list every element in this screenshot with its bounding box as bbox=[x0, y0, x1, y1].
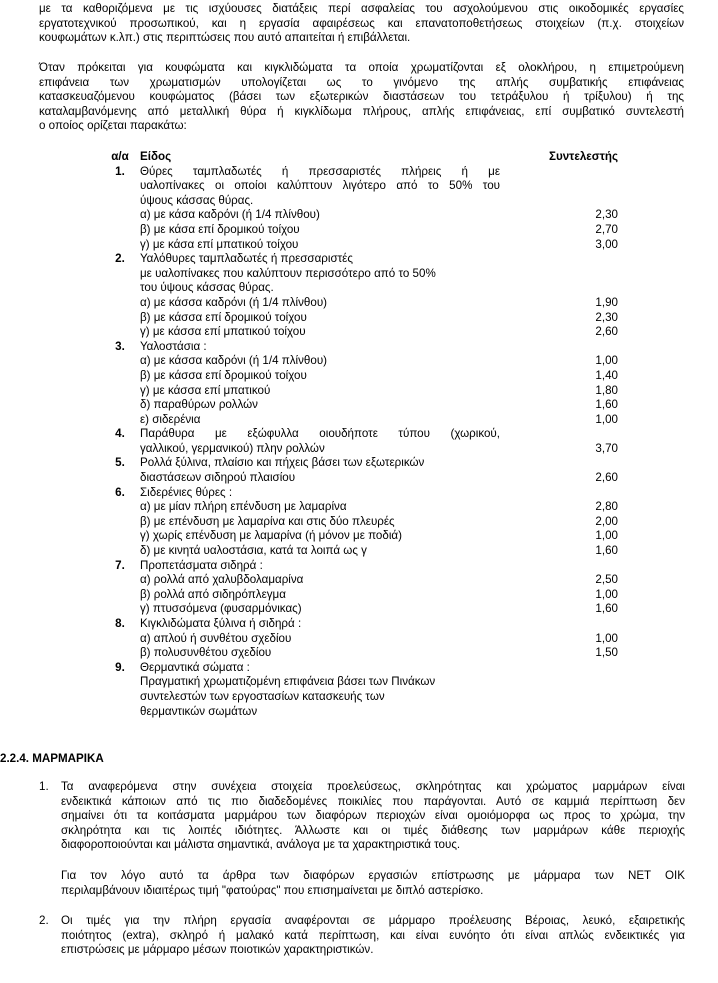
row-coefficient bbox=[500, 194, 618, 209]
row-description: υαλοπίνακες οι οποίοι καλύπτουν λιγότερο από το 50% του bbox=[140, 179, 500, 193]
row-description: α) ρολλά από χαλυβδολαμαρίνα bbox=[140, 573, 304, 587]
row-description: Παράθυρα με εξώφυλλα οιουδήποτε τύπου (χωρικού, bbox=[140, 427, 500, 441]
row-coefficient bbox=[500, 486, 618, 501]
table-row bbox=[100, 573, 618, 588]
row-coefficient: 1,60 bbox=[595, 544, 618, 558]
row-coefficient: 2,30 bbox=[595, 208, 618, 222]
row-coefficient: 1,00 bbox=[595, 354, 618, 368]
text-line: εργατοτεχνικού προσωπικού, και η εργασία αφαιρέσεως και επανατοποθετήσεως στοιχείων (π.χ. στοιχείων bbox=[39, 16, 684, 30]
row-number: 5. bbox=[115, 456, 125, 470]
row-description: Προπετάσματα σιδηρά : bbox=[140, 558, 263, 572]
row-number: 2. bbox=[115, 252, 125, 266]
coefficient-table bbox=[100, 150, 618, 719]
row-number bbox=[100, 398, 140, 413]
row-description: ε) σιδερένια bbox=[140, 412, 201, 426]
row-coefficient: 1,00 bbox=[595, 529, 618, 543]
table-header-row bbox=[100, 150, 618, 165]
row-number bbox=[100, 413, 140, 428]
row-coefficient bbox=[500, 559, 618, 574]
text-line: επιστρώσεις με μάρμαρο μέσων ποιοτικών χαρακτηριστικών. bbox=[61, 943, 374, 957]
row-number bbox=[100, 208, 140, 223]
row-description: γαλλικού, γερμανικού) πλην ρολλών bbox=[140, 441, 325, 455]
row-coefficient bbox=[500, 427, 618, 442]
row-description: β) με κάσσα επί δρομικού τοίχου bbox=[140, 310, 307, 324]
table-row bbox=[100, 252, 618, 267]
row-description: Θύρες ταμπλαδωτές ή πρεσσαριστές πλήρεις ή με bbox=[140, 164, 500, 178]
text-line: Οι τιμές για την πλήρη εργασία αναφέρονται σε μάρμαρο προέλευσης Βέροιας, λευκό, εξαιρετικής bbox=[61, 914, 685, 927]
text-line: ο οποίος ορίζεται παρακάτω: bbox=[39, 119, 187, 133]
table-row bbox=[100, 632, 618, 647]
row-coefficient: 1,00 bbox=[595, 412, 618, 426]
row-number bbox=[100, 690, 140, 705]
row-number bbox=[100, 529, 140, 544]
row-number bbox=[100, 573, 140, 588]
row-coefficient bbox=[500, 267, 618, 282]
row-description: β) με επένδυση με λαμαρίνα και στις δύο πλευρές bbox=[140, 514, 395, 528]
coefficient-intro-paragraph bbox=[39, 61, 684, 134]
row-description: α) με μίαν πλήρη επένδυση με λαμαρίνα bbox=[140, 500, 347, 514]
row-description: α) με κάσσα καδρόνι (ή 1/4 πλίνθου) bbox=[140, 354, 328, 368]
table-row bbox=[100, 281, 618, 296]
table-row bbox=[100, 486, 618, 501]
row-description: β) πολυσυνθέτου σχεδίου bbox=[140, 646, 272, 660]
row-description: γ) πτυσσόμενα (φυσαρμόνικας) bbox=[140, 602, 302, 616]
text-line: Όταν πρόκειται για κουφώματα και κιγκλιδώματα τα οποία χρωματίζονται εξ ολοκλήρου, η επιμετρούμενη bbox=[39, 61, 684, 74]
table-row bbox=[100, 194, 618, 209]
row-description: με υαλοπίνακες που καλύπτουν περισσότερο από το 50% bbox=[140, 266, 436, 280]
row-coefficient: 1,60 bbox=[595, 398, 618, 412]
row-description: Θερμαντικά σώματα : bbox=[140, 660, 250, 674]
row-number: 8. bbox=[115, 617, 125, 630]
row-coefficient: 2,00 bbox=[595, 514, 618, 528]
row-coefficient: 2,60 bbox=[595, 325, 618, 339]
row-description: δ) με κινητά υαλοστάσια, κατά τα λοιπά ως γ bbox=[140, 544, 367, 558]
row-description: β) με κάσσα επί δρομικού τοίχου bbox=[140, 368, 307, 382]
row-description: Κιγκλιδώματα ξύλινα ή σιδηρά : bbox=[140, 617, 302, 630]
row-coefficient: 2,30 bbox=[595, 310, 618, 324]
text-line: Τα αναφερόμενα στην συνέχεια στοιχεία προελεύσεως, σκληρότητας και χρώματος μαρμάρων είναι bbox=[61, 780, 685, 793]
row-number: 3. bbox=[115, 339, 125, 353]
header-number: α/α bbox=[111, 150, 129, 163]
row-number bbox=[100, 281, 140, 296]
text-line: κατασκευαζόμενου κουφώματος (βάσει των εξωτερικών διαστάσεων του τετράξυλου ή τρίξυλου) ή της bbox=[39, 90, 684, 104]
row-description: α) απλού ή συνθέτου σχεδίου bbox=[140, 631, 292, 645]
header-coefficient: Συντελεστής bbox=[549, 150, 618, 163]
row-number: 7. bbox=[115, 558, 125, 572]
row-coefficient bbox=[500, 165, 618, 180]
list-item-1-subparagraph bbox=[61, 869, 685, 898]
row-description: θερμαντικών σωμάτων bbox=[140, 704, 258, 718]
row-number bbox=[100, 705, 140, 720]
row-number bbox=[100, 442, 140, 457]
row-number bbox=[100, 602, 140, 617]
table-row bbox=[100, 442, 618, 457]
row-coefficient bbox=[500, 675, 618, 690]
table-row bbox=[100, 705, 618, 720]
table-row bbox=[100, 238, 618, 253]
row-description: γ) με κάσσα επί μπατικού τοίχου bbox=[140, 325, 306, 339]
row-number bbox=[100, 267, 140, 282]
text-line: με τα καθοριζόμενα με τις ισχύουσες διατάξεις περί ασφαλείας του ασχολούμενου στις οικοδομικές εργασίες bbox=[39, 2, 684, 15]
row-coefficient: 3,70 bbox=[595, 441, 618, 455]
table-row bbox=[100, 559, 618, 574]
text-line: επιφάνεια των χρωματισμών υπολογίζεται ως το γινόμενο της απλής συμβατικής επιφάνειας bbox=[39, 75, 684, 89]
row-description: διαστάσεων σιδηρού πλαισίου bbox=[140, 471, 296, 485]
row-coefficient: 1,40 bbox=[595, 368, 618, 382]
table-row bbox=[100, 675, 618, 690]
row-coefficient bbox=[500, 179, 618, 194]
table-row bbox=[100, 602, 618, 617]
list-item-1-body bbox=[61, 780, 685, 853]
row-coefficient: 1,00 bbox=[595, 587, 618, 601]
row-coefficient: 2,60 bbox=[595, 471, 618, 485]
text-line: σκληρότητα και τις λοιπές ιδιότητες. Άλλωστε και οι τιμές διάθεσης των μαρμάρων κάθε περιοχής bbox=[61, 823, 685, 837]
table-row bbox=[100, 311, 618, 326]
table-row bbox=[100, 471, 618, 486]
table-row bbox=[100, 369, 618, 384]
row-coefficient: 1,00 bbox=[595, 631, 618, 645]
row-coefficient bbox=[500, 705, 618, 720]
table-row bbox=[100, 456, 618, 471]
row-number bbox=[100, 588, 140, 603]
table-row bbox=[100, 515, 618, 530]
row-number bbox=[100, 369, 140, 384]
row-description: Σιδερένιες θύρες : bbox=[140, 485, 233, 499]
table-row bbox=[100, 617, 618, 632]
row-coefficient bbox=[500, 456, 618, 471]
row-description: β) ρολλά από σιδηρόπλεγμα bbox=[140, 587, 286, 601]
table-row bbox=[100, 223, 618, 238]
row-number bbox=[100, 675, 140, 690]
row-number bbox=[100, 471, 140, 486]
row-description: ύψους κάσσας θύρας. bbox=[140, 193, 254, 207]
row-coefficient: 1,80 bbox=[595, 383, 618, 397]
row-number bbox=[100, 325, 140, 340]
row-number bbox=[100, 544, 140, 559]
row-description: α) με κάσα καδρόνι (ή 1/4 πλίνθου) bbox=[140, 208, 320, 222]
table-row bbox=[100, 296, 618, 311]
row-number bbox=[100, 646, 140, 661]
row-coefficient bbox=[500, 252, 618, 267]
table-row bbox=[100, 267, 618, 282]
row-description: Πραγματική χρωματιζομένη επιφάνεια βάσει των Πινάκων bbox=[140, 675, 436, 689]
row-description: γ) χωρίς επένδυση με λαμαρίνα (ή μόνον με ποδιά) bbox=[140, 529, 402, 543]
row-coefficient bbox=[500, 617, 618, 632]
table-row bbox=[100, 398, 618, 413]
row-number bbox=[100, 384, 140, 399]
row-coefficient bbox=[500, 661, 618, 676]
row-number: 6. bbox=[115, 485, 125, 499]
table-row bbox=[100, 413, 618, 428]
text-line: Για τον λόγο αυτό τα άρθρα των διαφόρων εργασιών επίστρωσης με μάρμαρα των ΝΕΤ ΟΙΚ bbox=[61, 869, 685, 882]
text-line: κουφωμάτων κ.λπ.) στις περιπτώσεις που αυτό απαιτείται ή επιβάλλεται. bbox=[39, 31, 411, 45]
row-number bbox=[100, 515, 140, 530]
row-number: 4. bbox=[115, 427, 125, 441]
table-row bbox=[100, 690, 618, 705]
row-description: δ) παραθύρων ρολλών bbox=[140, 398, 258, 412]
text-line: ενδεικτικά κάποιων από τις πιο διαδεδομένες ποικιλίες που παράγονται. Αυτό σε καμμιά περίπτωση δεν bbox=[61, 794, 685, 808]
row-coefficient: 2,50 bbox=[595, 573, 618, 587]
table-row bbox=[100, 179, 618, 194]
text-line: διαφοροποιούνται και μάλιστα σημαντικά, ανάλογα με τα χαρακτηριστικά τους. bbox=[61, 838, 461, 852]
row-number bbox=[100, 223, 140, 238]
table-row bbox=[100, 325, 618, 340]
row-coefficient bbox=[500, 281, 618, 296]
list-item-2-body bbox=[61, 914, 685, 958]
row-description: Υαλοστάσια : bbox=[140, 339, 207, 353]
intro-paragraph bbox=[39, 2, 684, 46]
row-number: 1. bbox=[115, 164, 125, 178]
row-number bbox=[100, 354, 140, 369]
row-coefficient bbox=[500, 690, 618, 705]
row-number bbox=[100, 311, 140, 326]
row-description: Υαλόθυρες ταμπλαδωτές ή πρεσσαριστές bbox=[140, 252, 353, 266]
table-row bbox=[100, 500, 618, 515]
row-number: 9. bbox=[115, 660, 125, 674]
table-row bbox=[100, 529, 618, 544]
row-number bbox=[100, 632, 140, 647]
row-coefficient: 2,70 bbox=[595, 222, 618, 236]
row-coefficient: 1,90 bbox=[595, 295, 618, 309]
header-kind: Είδος bbox=[140, 150, 172, 163]
table-row bbox=[100, 208, 618, 223]
table-row bbox=[100, 661, 618, 676]
row-description: γ) με κάσσα επί μπατικού bbox=[140, 383, 271, 397]
row-coefficient: 1,60 bbox=[595, 602, 618, 616]
text-line: σημαίνει ότι τα κοιτάσματα μαρμάρου των διαφόρων περιοχών είναι ομοιόμορφα ως προς το χρώμα, την bbox=[61, 809, 685, 823]
row-number bbox=[100, 179, 140, 194]
row-description: γ) με κάσα επί μπατικού τοίχου bbox=[140, 237, 299, 251]
row-number bbox=[100, 500, 140, 515]
text-line: ποιότητος (extra), σκληρό ή μαλακό κατά περίπτωση, και είναι ευνόητο ότι είναι απλώς ενδεικτικές για bbox=[61, 928, 685, 942]
text-line: περιλαμβάνουν ιδιαιτέρως τιμή "φατούρας" που επισημαίνεται με διπλό αστερίσκο. bbox=[61, 883, 484, 897]
table-row bbox=[100, 354, 618, 369]
row-description: α) με κάσσα καδρόνι (ή 1/4 πλίνθου) bbox=[140, 295, 328, 309]
table-row bbox=[100, 384, 618, 399]
row-description: Ρολλά ξύλινα, πλαίσιο και πήχεις βάσει των εξωτερικών bbox=[140, 456, 425, 470]
table-row bbox=[100, 588, 618, 603]
table-row bbox=[100, 427, 618, 442]
text-line: καταλαμβανόμενης από μεταλλική θύρα ή κιγκλίδωμα πλήρους, απλής επιφάνειας, επί συμβατικό συντελεστή bbox=[39, 104, 684, 118]
row-description: του ύψους κάσσας θύρας. bbox=[140, 281, 274, 295]
row-coefficient: 1,50 bbox=[595, 646, 618, 660]
table-row bbox=[100, 165, 618, 180]
row-coefficient: 3,00 bbox=[595, 237, 618, 251]
row-number bbox=[100, 238, 140, 253]
table-row bbox=[100, 544, 618, 559]
row-coefficient bbox=[500, 340, 618, 355]
table-row bbox=[100, 646, 618, 661]
table-row bbox=[100, 340, 618, 355]
row-coefficient: 2,80 bbox=[595, 500, 618, 514]
row-description: β) με κάσα επί δρομικού τοίχου bbox=[140, 222, 300, 236]
list-number: 2. bbox=[39, 914, 49, 927]
list-number: 1. bbox=[39, 780, 49, 793]
row-description: συντελεστών των εργοστασίων κατασκευής των bbox=[140, 689, 385, 703]
row-number bbox=[100, 194, 140, 209]
row-number bbox=[100, 296, 140, 311]
section-heading: 2.2.4. ΜΑΡΜΑΡΙΚΑ bbox=[0, 752, 104, 765]
